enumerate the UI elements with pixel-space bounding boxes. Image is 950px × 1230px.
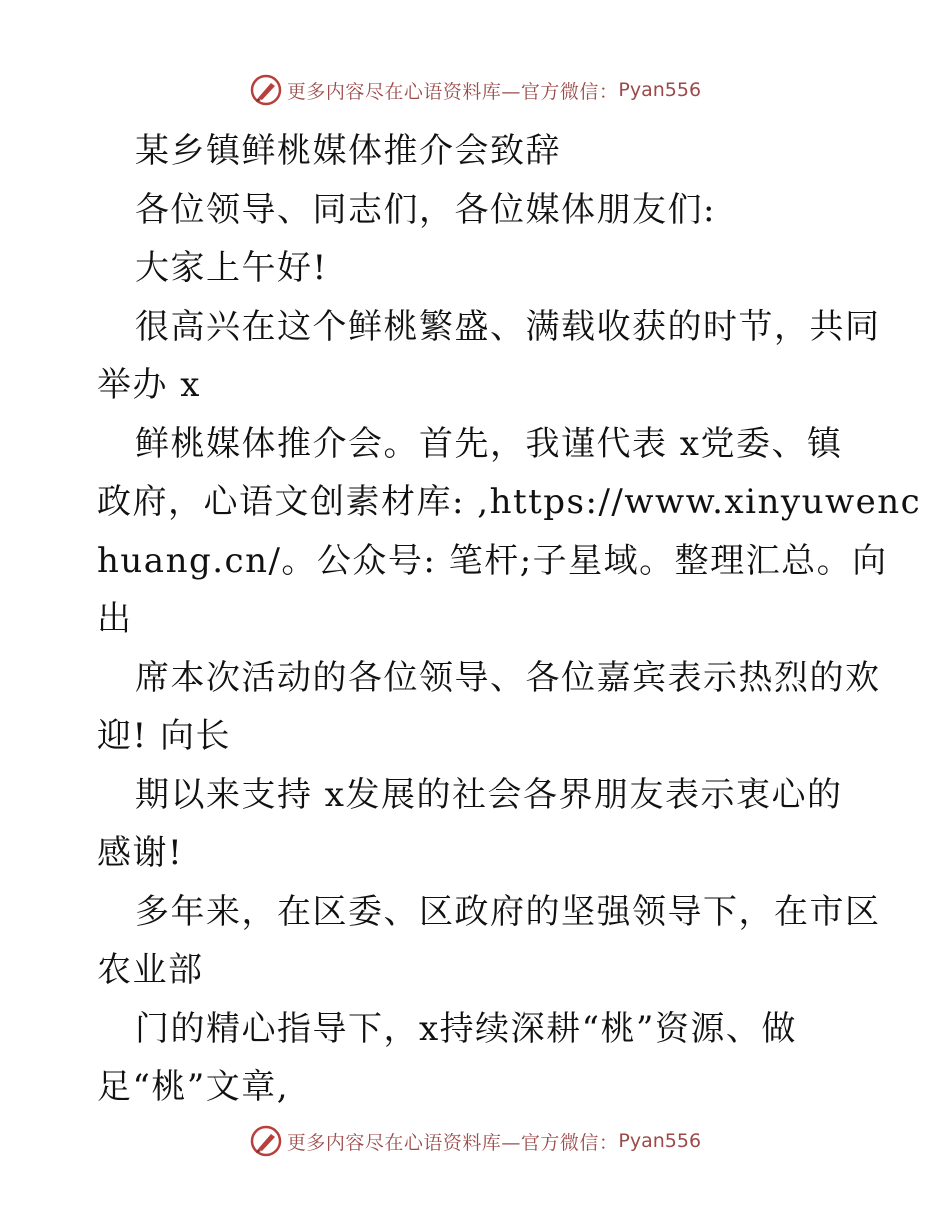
watermark-header xyxy=(0,70,950,110)
text-line: 门的精心指导下，x持续深耕“桃”资源、做 xyxy=(135,1008,797,1049)
text-line: 各位领导、同志们，各位媒体朋友们: xyxy=(135,189,716,230)
watermark-text: 更多内容尽在心语资料库—官方微信： xyxy=(286,80,619,103)
doc-title: 某乡镇鲜桃媒体推介会致辞 xyxy=(135,131,561,171)
pen-logo-icon xyxy=(249,1124,283,1158)
text-line: 鲜桃媒体推介会。首先，我谨代表 x党委、镇 xyxy=(135,423,843,464)
text-line: 感谢! xyxy=(97,833,184,873)
document-body xyxy=(97,122,922,1117)
watermark-text: 更多内容尽在心语资料库—官方微信： xyxy=(286,1131,619,1154)
text-line: 足“桃”文章, xyxy=(97,1067,290,1107)
text-line: 期以来支持 x发展的社会各界朋友表示衷心的 xyxy=(135,774,843,815)
watermark-footer xyxy=(0,1121,950,1161)
text-line: 农业部 xyxy=(97,950,204,990)
text-line: 席本次活动的各位领导、各位嘉宾表示热烈的欢 xyxy=(135,657,881,698)
text-line: 很高兴在这个鲜桃繁盛、满载收获的时节，共同 xyxy=(135,306,881,347)
text-line: 举办 x xyxy=(97,365,201,405)
text-line: 政府，心语文创素材库: ,https://www.xinyuwenc xyxy=(97,482,922,522)
watermark-id: Pyan556 xyxy=(618,79,702,101)
text-line: huang.cn/。公众号: 笔杆;子星域。整理汇总。向 xyxy=(97,540,888,581)
text-line: 大家上午好! xyxy=(135,248,328,288)
text-line: 出 xyxy=(97,599,133,639)
watermark-id: Pyan556 xyxy=(618,1130,702,1152)
text-line: 多年来，在区委、区政府的坚强领导下，在市区 xyxy=(135,891,881,932)
pen-logo-icon xyxy=(249,73,283,107)
text-line: 迎! 向长 xyxy=(97,716,231,756)
